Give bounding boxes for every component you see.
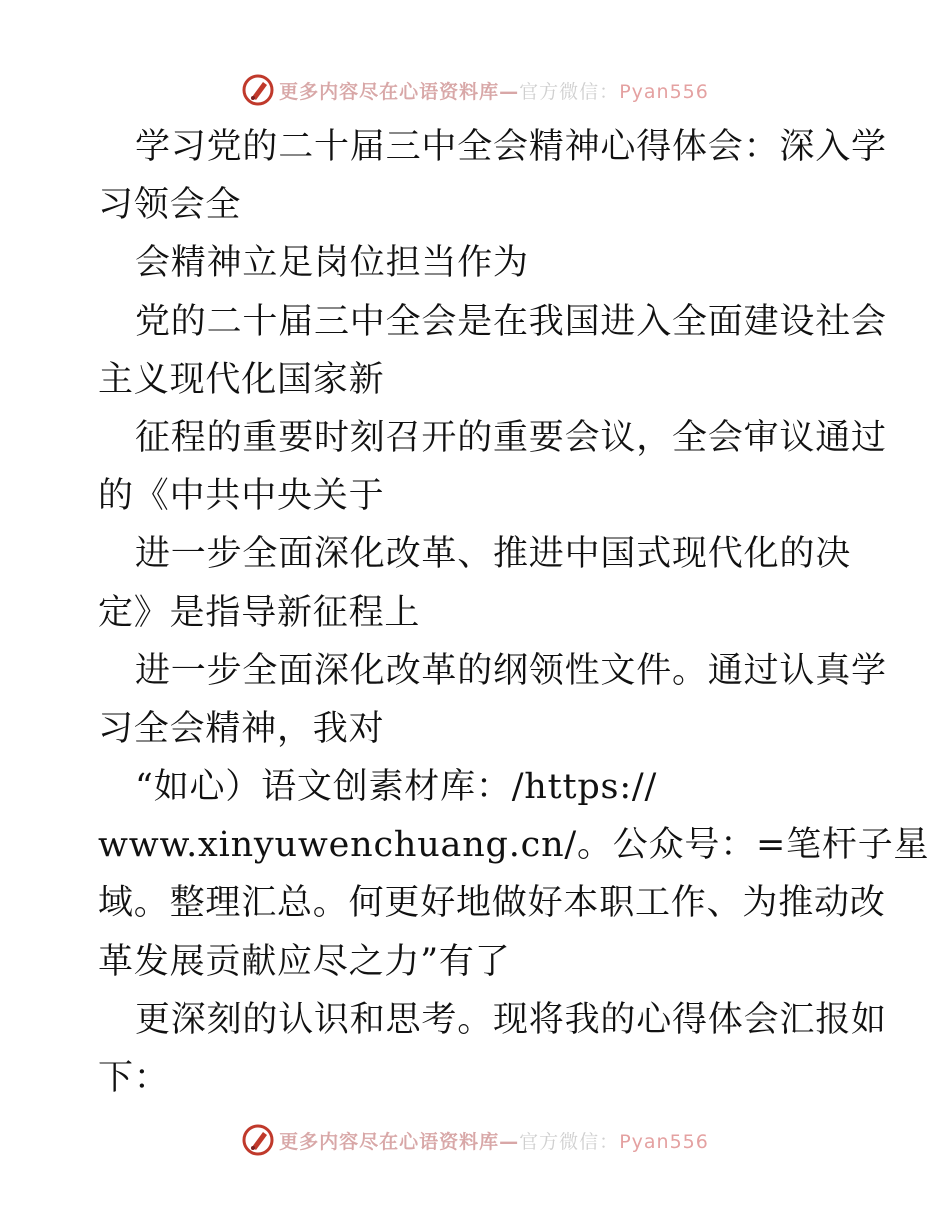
text-line: 习全会精神，我对 [98,708,385,749]
text-line: 进一步全面深化改革、推进中国式现代化的决 [135,534,852,575]
text-line-url: www.xinyuwenchuang.cn/。公众号：=笔杆子星 [98,825,930,866]
text-line: 革发展贡献应尽之力”有了 [98,941,511,982]
text-line: 进一步全面深化改革的纲领性文件。通过认真学 [135,650,887,691]
banner-main-text: 更多内容尽在心语资料库 [279,80,500,103]
text-line: 学习党的二十届三中全会精神心得体会：深入学 [135,127,887,167]
text-line: 会精神立足岗位担当作为 [135,243,529,284]
pen-logo-icon [241,1123,275,1157]
banner-wechat-id: Pyan556 [619,80,709,103]
banner-wechat-label: 官方微信： [519,1130,620,1153]
text-line: 定》是指导新征程上 [98,592,421,633]
text-line: 习领会全 [98,185,242,226]
banner-main-text: 更多内容尽在心语资料库 [279,1130,500,1153]
footer-banner [0,1120,950,1160]
document-body [98,118,930,1107]
text-line: 主义现代化国家新 [98,359,385,400]
banner-text [279,1127,709,1154]
text-line: “如心）语文创素材库：/https:// [135,767,658,808]
text-line: 征程的重要时刻召开的重要会议，全会审议通过 [135,417,887,458]
banner-wechat-label: 官方微信： [519,80,620,103]
text-line: 域。整理汇总。何更好地做好本职工作、为推动改 [98,883,886,924]
text-line: 更深刻的认识和思考。现将我的心得体会汇报如 [135,999,887,1040]
banner-dash: — [499,80,520,103]
pen-logo-icon [241,73,275,107]
text-line: 的《中共中央关于 [98,476,385,517]
banner-text [279,77,709,104]
text-line: 党的二十届三中全会是在我国进入全面建设社会 [135,301,887,342]
banner-dash: — [499,1130,520,1153]
banner-wechat-id: Pyan556 [619,1130,709,1153]
text-line: 下： [98,1058,170,1098]
header-banner [0,70,950,110]
